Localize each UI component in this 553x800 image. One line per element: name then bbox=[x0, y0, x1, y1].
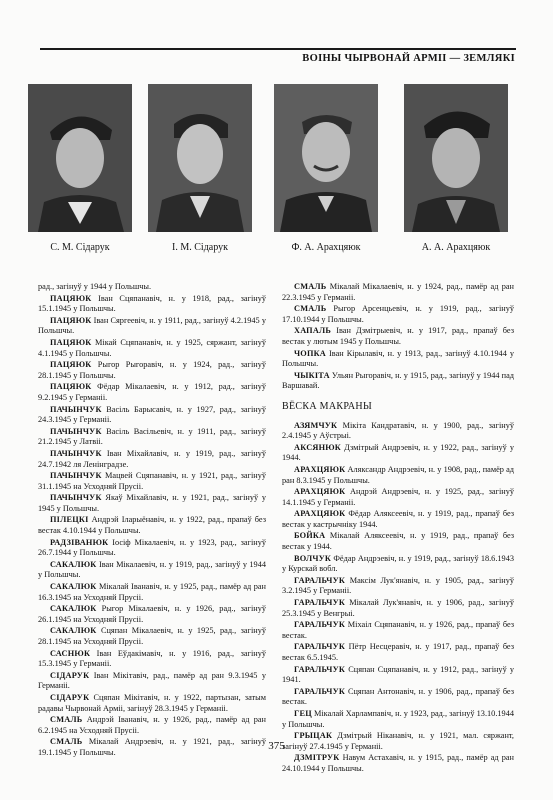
list-entry bbox=[282, 665, 514, 686]
entry-details: Іван Дзмітрыевіч, н. у 1917, рад., прапаў без вестак у лютым 1945 у Польшчы. bbox=[282, 326, 514, 346]
list-entry bbox=[282, 349, 514, 370]
list-entry bbox=[38, 671, 266, 692]
entry-details: Мікай Сцяпанавіч, н. у 1925, сяржант, загінуў 4.1.1945 у Польшчы. bbox=[38, 337, 266, 358]
entry-details: рад., загінуў у 1944 у Польшчы. bbox=[38, 282, 152, 291]
list-entry bbox=[282, 531, 514, 552]
list-entry bbox=[38, 360, 266, 381]
entry-surname: ГАРАЛЬЧУК bbox=[294, 664, 346, 674]
entry-surname: РАДЗІВАНЮК bbox=[50, 537, 109, 547]
list-entry bbox=[38, 294, 266, 315]
entry-details: Пётр Несцеравіч, н. у 1917, рад., прапаў без вестак 6.5.1945. bbox=[282, 642, 514, 662]
entry-surname: БОЙКА bbox=[294, 531, 326, 541]
entry-details: Рыгор Рыгоравіч, н. у 1924, рад., загінуў 28.1.1945 у Польшчы. bbox=[38, 360, 267, 380]
entry-surname: ГЕЦ bbox=[294, 708, 312, 718]
entry-surname: ЧОПКА bbox=[294, 348, 327, 358]
entry-surname: ВОЛЧУК bbox=[294, 553, 332, 563]
list-entry bbox=[282, 421, 514, 442]
entry-details: Якаў Міхайлавіч, н. у 1921, рад., загінуў у 1945 у Польшчы. bbox=[38, 493, 266, 513]
entry-surname: ГАРАЛЬЧУК bbox=[294, 686, 346, 696]
list-entry bbox=[282, 709, 514, 730]
entry-details: Сцяпан Мікітавіч, н. у 1922, партызан, затым радавы Чырвонай Арміі, загінуў 28.3.1945 у Германіі. bbox=[38, 692, 266, 713]
entry-details: Іосіф Мікалаевіч, н. у 1923, рад., загінуў 26.7.1944 у Польшчы. bbox=[38, 537, 267, 558]
entry-surname: СІДАРУК bbox=[50, 692, 90, 702]
page-number: 375 bbox=[268, 740, 285, 752]
entry-surname: ГАРАЛЬЧУК bbox=[294, 575, 346, 585]
list-entry bbox=[38, 382, 266, 403]
list-entry bbox=[282, 620, 514, 641]
portrait-photo-2 bbox=[148, 84, 252, 232]
entry-details: Мікіта Кандратавіч, н. у 1900, рад., загінуў 2.4.1945 у Аўстрыі. bbox=[282, 420, 515, 441]
entry-surname: ПАЦЯЮК bbox=[50, 337, 92, 347]
entry-surname: ГАРАЛЬЧУК bbox=[294, 642, 346, 652]
list-entry bbox=[38, 493, 266, 514]
list-entry bbox=[38, 427, 266, 448]
entry-details: Мацвей Сцяпанавіч, н. у 1921, рад., загінуў 31.1.1945 на Усходняй Прусіі. bbox=[38, 471, 266, 491]
entry-details: Мікалай Харлампавіч, н. у 1923, рад., загінуў 13.10.1944 у Польшчы. bbox=[282, 708, 514, 729]
portrait-photo-2-image bbox=[148, 84, 252, 232]
entry-details: Фёдар Андрэевіч, н. у 1919, рад., загінуў 18.6.1943 у Курскай вобл. bbox=[282, 553, 515, 574]
list-entry bbox=[282, 443, 514, 464]
entry-surname: АРАХЦЯЮК bbox=[294, 487, 346, 497]
entry-surname: СМАЛЬ bbox=[294, 282, 327, 291]
entry-surname: ПАЧЫНЧУК bbox=[50, 426, 102, 436]
portrait-photo-1-image bbox=[28, 84, 132, 232]
entry-details: Іван Міхайлавіч, н. у 1919, рад., загінуў 24.7.1942 ля Ленінградзе. bbox=[38, 448, 267, 469]
entry-details: Навум Астахавіч, н. у 1915, рад., памёр ад ран 24.10.1944 у Польшчы. bbox=[282, 753, 514, 773]
portrait-caption-4: А. А. Арахцяюк bbox=[421, 242, 491, 253]
list-entry bbox=[282, 576, 514, 597]
list-entry bbox=[38, 515, 266, 536]
list-entry bbox=[282, 371, 514, 392]
entry-surname: СМАЛЬ bbox=[50, 737, 83, 747]
entry-details: Андрэй Андрэевіч, н. у 1925, рад., загінуў 14.1.1945 у Германіі. bbox=[282, 487, 514, 507]
right-column bbox=[282, 282, 514, 776]
entry-details: Дзмітрый Андрэевіч, н. у 1922, рад., загінуў у 1944. bbox=[282, 442, 514, 463]
entry-surname: ПАЧЫНЧУК bbox=[50, 493, 102, 503]
portrait-caption-1: С. М. Сідарук bbox=[50, 242, 110, 253]
entry-surname: ГАРАЛЬЧУК bbox=[294, 598, 346, 608]
entry-surname: САСНЮК bbox=[50, 648, 91, 658]
entry-surname: ГАРАЛЬЧУК bbox=[294, 620, 346, 630]
entry-details: Аляксандр Андрэевіч, н. у 1908, рад., памёр ад ран 8.3.1945 у Польшчы. bbox=[282, 464, 514, 485]
entry-details: Мікалай Лук'янавіч, н. у 1906, рад., загінуў 25.3.1945 у Венгрыі. bbox=[282, 598, 514, 618]
list-entry bbox=[282, 509, 514, 530]
list-entry bbox=[38, 560, 266, 581]
list-entry bbox=[38, 405, 266, 426]
entry-surname: ГРЫЦАК bbox=[294, 731, 333, 741]
entry-details: Ульян Рыгоравіч, н. у 1915, рад., загінуў у 1944 пад Варшавай. bbox=[282, 370, 514, 391]
entry-surname: САКАЛЮК bbox=[50, 626, 97, 636]
entry-surname: АЗЯМЧУК bbox=[294, 420, 338, 430]
section-title: ВЁСКА МАКРАНЫ bbox=[282, 400, 372, 412]
list-entry bbox=[282, 465, 514, 486]
entry-surname: ПАЦЯЮК bbox=[50, 382, 92, 392]
entry-details: Васіль Барысавіч, н. у 1927, рад., загінуў 24.3.1945 у Германіі. bbox=[38, 404, 266, 425]
entry-details: Іван Сцяпанавіч, н. у 1918, рад., загінуў 15.1.1945 у Польшчы. bbox=[38, 293, 266, 314]
entry-details: Іван Еўдакімавіч, н. у 1916, рад., загінуў 15.3.1945 у Германіі. bbox=[38, 648, 266, 669]
entry-surname: ХАПАЛЬ bbox=[294, 326, 332, 336]
list-entry bbox=[282, 487, 514, 508]
list-entry bbox=[38, 338, 266, 359]
list-entry bbox=[282, 753, 514, 774]
left-column bbox=[38, 282, 266, 760]
entry-details: Фёдар Аляксеевіч, н. у 1919, рад., прапаў без вестак у кастрычніку 1944. bbox=[282, 509, 515, 529]
running-header: ВОІНЫ ЧЫРВОНАЙ АРМІІ — ЗЕМЛЯКІ bbox=[302, 53, 515, 64]
list-entry bbox=[38, 316, 266, 337]
list-entry bbox=[38, 604, 266, 625]
entry-details: Мікалай Аляксеевіч, н. у 1919, рад., прапаў без вестак у 1944. bbox=[282, 531, 515, 552]
list-entry bbox=[282, 554, 514, 575]
list-entry bbox=[282, 304, 514, 325]
list-entry bbox=[38, 649, 266, 670]
portrait-caption-3: Ф. А. Арахцяюк bbox=[291, 242, 361, 253]
list-entry bbox=[38, 449, 266, 470]
list-entry bbox=[282, 282, 514, 303]
entry-surname: СІДАРУК bbox=[50, 670, 90, 680]
list-entry bbox=[282, 642, 514, 663]
entry-details: Іван Кірылавіч, н. у 1913, рад., загінуў 4.10.1944 у Польшчы. bbox=[282, 348, 515, 369]
entry-details: Мікалай Андрэевіч, н. у 1921, рад., загінуў 19.1.1945 у Польшчы. bbox=[38, 737, 266, 757]
entry-surname: ПАЦЯЮК bbox=[50, 293, 92, 303]
entry-surname: ПАЧЫНЧУК bbox=[50, 404, 102, 414]
entry-details: Міхаіл Сцяпанавіч, н. у 1926, рад., прапаў без вестак. bbox=[282, 620, 515, 640]
header-rule bbox=[40, 48, 516, 50]
entry-surname: ПІЛЕЦКІ bbox=[50, 515, 89, 525]
entry-details: Іван Мікалаевіч, н. у 1919, рад., загінуў у 1944 у Польшчы. bbox=[38, 559, 266, 580]
entry-surname: АРАХЦЯЮК bbox=[294, 509, 346, 519]
entry-details: Фёдар Мікалаевіч, н. у 1912, рад., загінуў 9.2.1945 у Германіі. bbox=[38, 382, 266, 402]
portrait-photo-1 bbox=[28, 84, 132, 232]
entry-details: Мікалай Іванавіч, н. у 1925, рад., памёр ад ран 16.3.1945 на Усходняй Прусіі. bbox=[38, 582, 266, 602]
entry-details: Васіль Васільевіч, н. у 1911, рад., загінуў 21.2.1945 у Латвіі. bbox=[38, 426, 267, 447]
entry-details: Мікалай Мікалаевіч, н. у 1924, рад., памёр ад ран 22.3.1945 у Германіі. bbox=[282, 282, 514, 302]
entry-surname: ПАЧЫНЧУК bbox=[50, 448, 102, 458]
portrait-photo-4-image bbox=[404, 84, 508, 232]
entry-details: Іван Сяргеевіч, н. у 1911, рад., загінуў 4.2.1945 у Польшчы. bbox=[38, 315, 266, 336]
entry-surname: САКАЛЮК bbox=[50, 559, 97, 569]
list-entry bbox=[38, 582, 266, 603]
entry-details: Андрэй Іванавіч, н. у 1926, рад., памёр ад ран 6.2.1945 на Усходняй Прусіі. bbox=[38, 715, 266, 735]
entry-details: Сцяпан Мікалаевіч, н. у 1925, рад., загінуў 28.1.1945 на Усходняй Прусіі. bbox=[38, 626, 267, 646]
entry-details: Сцяпан Антонавіч, н. у 1906, рад., прапаў без вестак. bbox=[282, 686, 514, 707]
entry-details: Максім Лук'янавіч, н. у 1905, рад., загінуў 3.2.1945 у Германіі. bbox=[282, 575, 514, 596]
entry-surname: ПАЧЫНЧУК bbox=[50, 471, 102, 481]
portrait-photo-4 bbox=[404, 84, 508, 232]
list-entry bbox=[282, 598, 514, 619]
entry-details: Дзмітрый Ніканавіч, н. у 1921, мал. сяржант, загінуў 27.4.1945 у Германіі. bbox=[282, 731, 515, 751]
entry-details: Сцяпан Сцяпанавіч, н. у 1912, рад., загінуў у 1941. bbox=[282, 664, 514, 685]
portrait-photo-3 bbox=[274, 84, 378, 232]
entry-details: Рыгор Мікалаевіч, н. у 1926, рад., загінуў 26.1.1945 на Усходняй Прусіі. bbox=[38, 604, 266, 624]
entry-details: Андрэй Іларыёнавіч, н. у 1922, рад., прапаў без вестак 4.10.1944 у Польшчы. bbox=[38, 515, 266, 536]
entry-surname: ДЗМІТРУК bbox=[294, 753, 340, 763]
entry-surname: СМАЛЬ bbox=[50, 715, 83, 725]
entry-surname: АКСЯНЮК bbox=[294, 442, 341, 452]
entry-surname: СМАЛЬ bbox=[294, 304, 327, 314]
list-entry bbox=[38, 282, 266, 293]
entry-surname: АРАХЦЯЮК bbox=[294, 464, 346, 474]
portrait-caption-2: І. М. Сідарук bbox=[172, 242, 228, 253]
entry-surname: ПАЦЯЮК bbox=[50, 360, 92, 370]
entry-surname: САКАЛЮК bbox=[50, 604, 97, 614]
portrait-photo-3-image bbox=[274, 84, 378, 232]
entry-surname: ПАЦЯЮК bbox=[50, 315, 92, 325]
entry-details: Рыгор Арсенцьевіч, н. у 1919, рад., загінуў 17.10.1944 у Польшчы. bbox=[282, 304, 514, 324]
entry-surname: ЧЫКІТА bbox=[294, 370, 330, 380]
list-entry bbox=[282, 326, 514, 347]
list-entry bbox=[282, 687, 514, 708]
entry-surname: САКАЛЮК bbox=[50, 582, 97, 592]
list-entry bbox=[38, 715, 266, 736]
list-entry bbox=[38, 626, 266, 647]
entry-details: Іван Мікітавіч, рад., памёр ад ран 9.3.1945 у Германіі. bbox=[38, 670, 266, 691]
list-entry bbox=[38, 471, 266, 492]
list-entry bbox=[38, 538, 266, 559]
list-entry bbox=[38, 693, 266, 714]
